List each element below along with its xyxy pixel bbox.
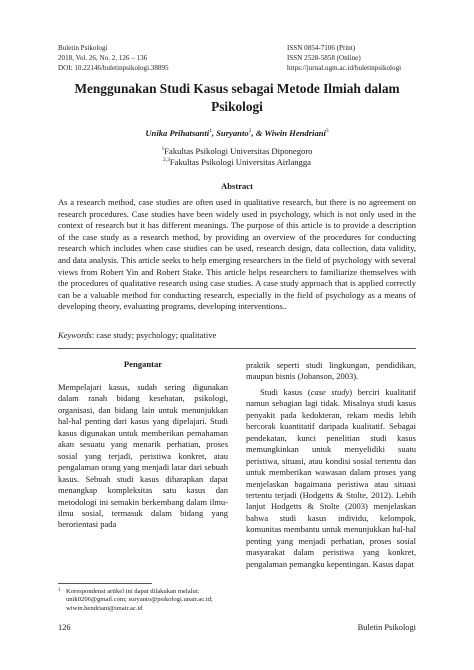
issn-print: ISSN 0854-7106 (Print) <box>287 44 356 52</box>
author-affiliation-mark: 2 <box>248 128 252 135</box>
page-number: 126 <box>58 623 71 632</box>
paragraph-text: ) berciri kualitatif namun sebagian lagi tidak. Misalnya studi kasus penyakit pada kedokteran, rekam medis lebih bercorak kuantitatif daripada kualitatif. Sebagai pendekatan, kunci penelitian studi kasus memungkinkan untuk menyelidiki suatu peristiwa, situasi, atau kondisi sosial tertentu dan untuk memberikan wawasan dalam proses yang menjelaskan bagaimana peristiwa atau situasi tertentu terjadi (Hodgetts & Stolte, 2012). Lebih lanjut Hodgetts & Stolte (2003) menjelaskan bahwa studi kasus individu, kelompok, komunitas membantu untuk menunjukkan hal-hal penting yang menjadi perhatian, proses sosial masyarakat dalam peristiwa yang konkret, pengalaman pemangku kepentingan. Kasus dapat <box>246 386 416 569</box>
author-name: Unika Prihatsanti <box>145 128 210 138</box>
italic-term: case study <box>310 386 350 397</box>
journal-header-left <box>58 43 169 73</box>
intro-paragraph <box>246 387 416 570</box>
section-divider <box>58 348 416 349</box>
author-affiliation-mark: 1 <box>209 128 212 135</box>
author-name: Wiwin Hendriani <box>264 128 326 138</box>
author-name: Suryanto <box>216 128 249 138</box>
author-affiliation-mark: 3 <box>325 128 329 135</box>
footnote-mark: 1 <box>58 588 61 593</box>
journal-volume: 2018, Vol. 26, No. 2, 126 – 136 <box>58 54 148 62</box>
abstract-body: As a research method, case studies are often used in qualitative research, but there is no agreement on research procedures. Case studies have been widely used in psychology, which is not only used in the context of research but it has different meanings. The purpose of this article is to provide a description of the case study as a research method, by providing an overview of the procedures for conducting research which includes when case studies can be used, research design, data collection, data validity, and data analysis. This article seeks to help emerging researchers in the field of psychology with several views from Robert Yin and Robert Stake. This article helps researchers to familiarize themselves with the procedures of qualitative research using case studies. A case study approach that is applied correctly can be a valuable method for conducting research, especially in the field of psychology as a means of developing theory, evaluating programs, developing interventions.. <box>58 197 416 312</box>
affiliation-mark: 2,3 <box>163 157 170 163</box>
right-column <box>246 360 416 570</box>
journal-header-right <box>287 43 401 73</box>
intro-heading: Pengantar <box>123 359 163 369</box>
paper-title: Menggunakan Studi Kasus sebagai Metode Ilmiah dalam Psikologi <box>74 81 400 114</box>
author-separator: , <box>211 128 217 138</box>
affiliation <box>60 155 414 168</box>
affiliation-text: Fakultas Psikologi Universitas Diponegoro <box>164 145 313 156</box>
issn-online: ISSN 2528-5858 (Online) <box>287 54 361 62</box>
journal-name: Buletin Psikologi <box>58 44 108 52</box>
footer-journal-name: Buletin Psikologi <box>357 623 416 632</box>
footnote <box>58 588 230 613</box>
journal-doi: DOI: 10.22146/buletinpsikologi.38895 <box>58 64 169 72</box>
keywords-label: Keywords <box>58 330 92 340</box>
paragraph-text: Studi kasus ( <box>260 386 311 397</box>
left-column <box>58 382 228 531</box>
author-separator: , & <box>251 128 265 138</box>
author-list <box>60 128 414 138</box>
keywords-line <box>58 330 416 341</box>
footnote-text: Korespondensi artikel ini dapat dilakukan melalui: unik0206@gmail.com; suryanto@psikologi.unair.ac.id; wiwin.hendriani@unair.ac.id <box>66 588 213 612</box>
affiliation-text: Fakultas Psikologi Universitas Airlangga <box>169 156 311 167</box>
affiliation-mark: 1 <box>161 146 165 152</box>
journal-url[interactable]: https://jurnal.ugm.ac.id/buletinpsikologi <box>287 64 402 72</box>
keywords-list: : case study; psychology; qualitative <box>91 330 217 340</box>
footnote-divider <box>58 583 152 584</box>
abstract-heading: Abstract <box>221 181 253 191</box>
intro-paragraph: Mempelajari kasus, sudah sering digunakan dalam ranah bidang kesehatan, psikologi, organisasi, dan bidang lain untuk menunjukkan hal-hal penting dari kasus yang dipelajari. Studi kasus digunakan untuk memberikan pemahaman akan sesuatu yang menarik perhatian, proses sosial yang terjadi, peristiwa konkret, atau pengalaman orang yang menjadi latar dari sebuah kasus. Sebuah studi kasus diharapkan dapat menangkap kompleksitas satu kasus dan metodologi ini semakin berkembang dalam ilmu-ilmu sosial, termasuk dalam bidang yang berorientasi pada <box>58 382 228 530</box>
intro-paragraph: praktik seperti studi lingkungan, pendidikan, maupun bisnis (Johanson, 2003). <box>246 360 416 382</box>
